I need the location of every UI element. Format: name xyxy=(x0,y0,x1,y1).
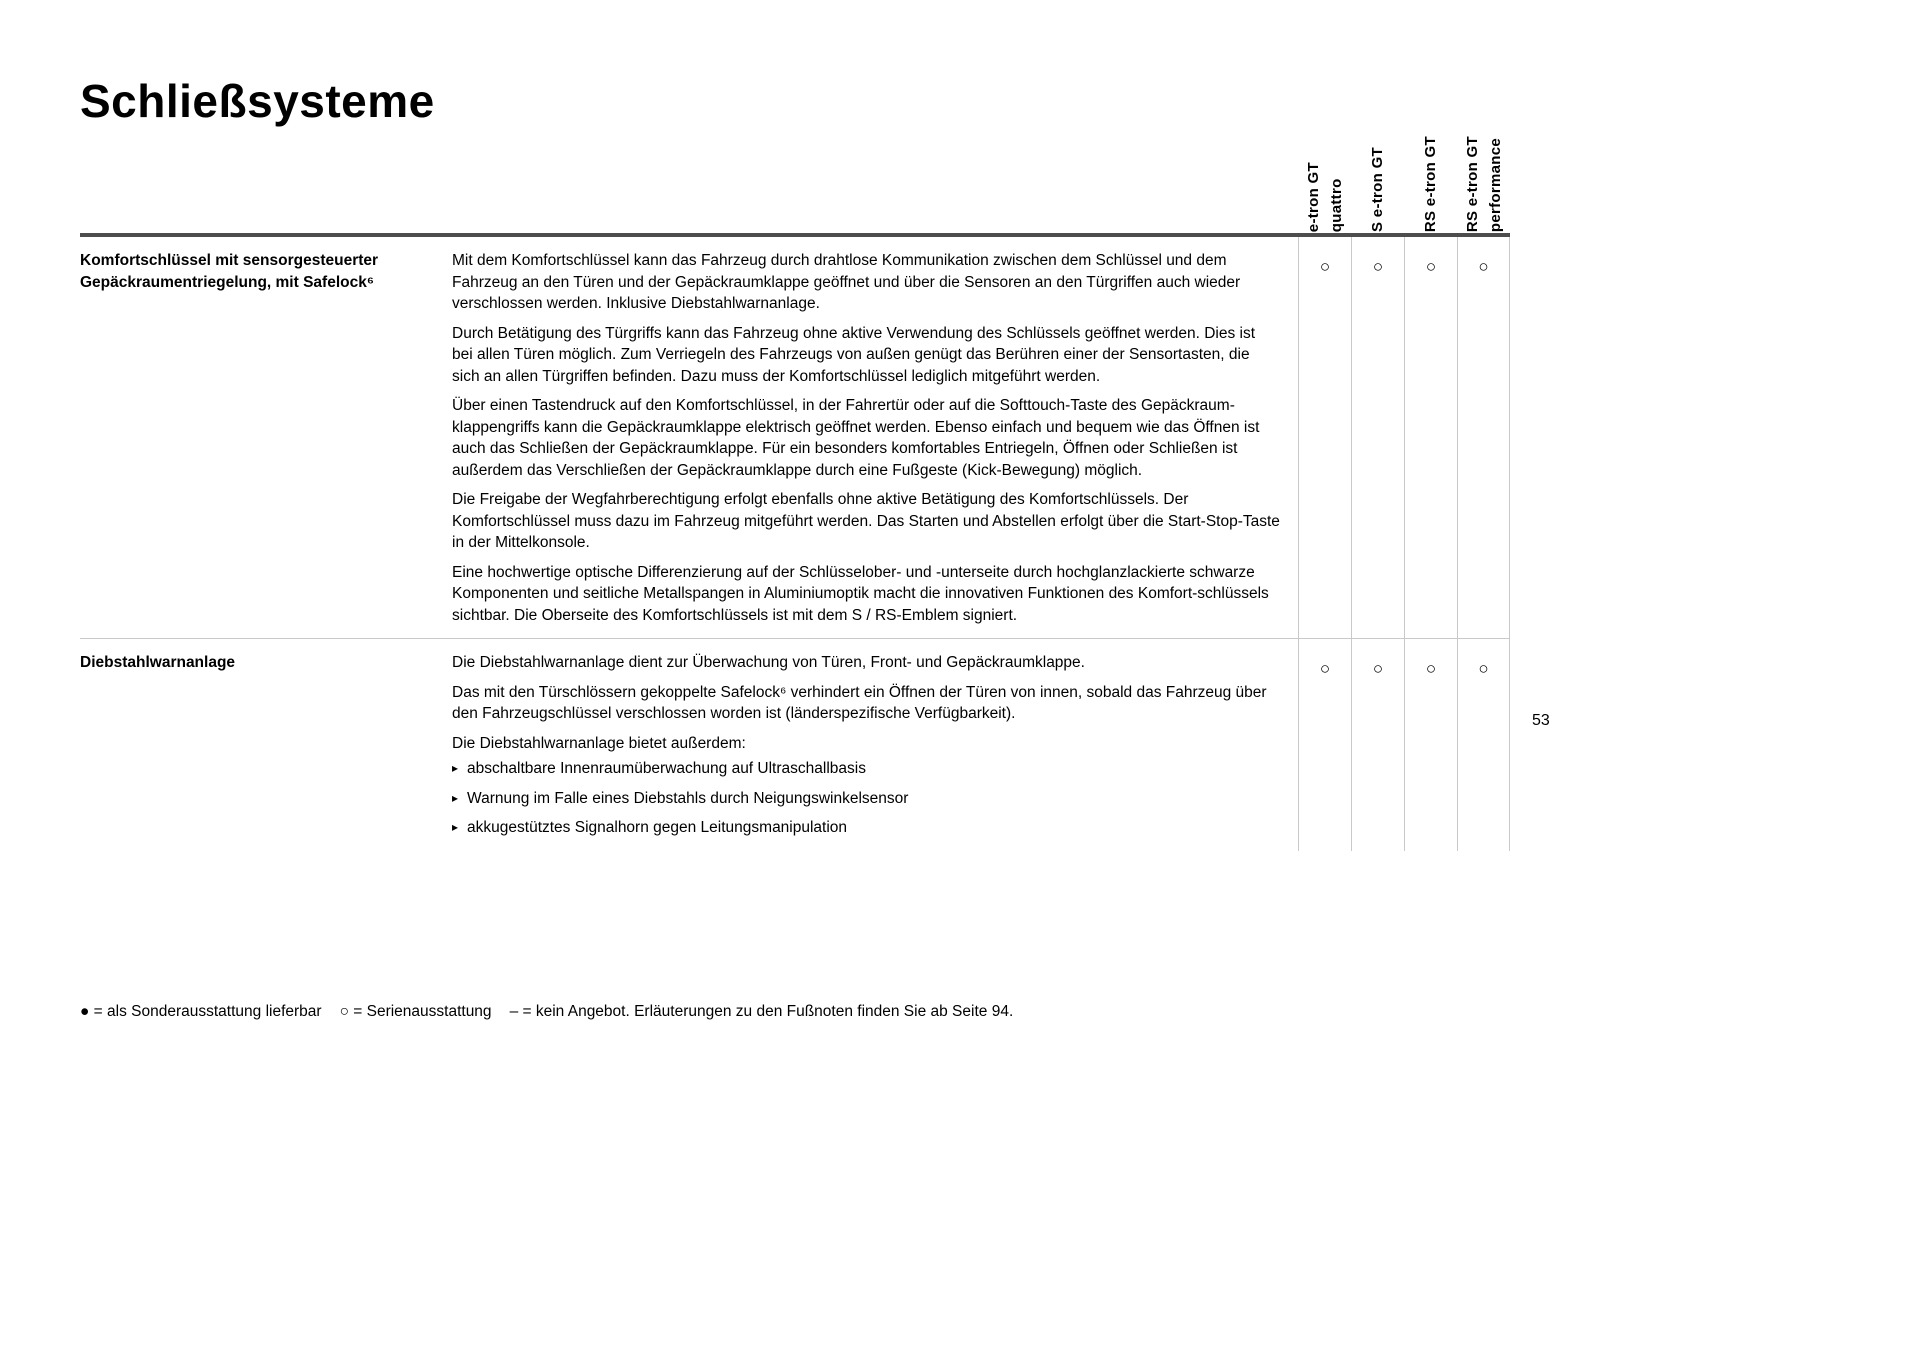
circle-open-icon: ○ xyxy=(1319,659,1331,678)
column-header-line: quattro xyxy=(1327,178,1345,232)
availability-mark xyxy=(1351,237,1404,638)
triangle-bullet-icon: ▸ xyxy=(452,820,459,834)
availability-mark xyxy=(1351,638,1404,851)
description-paragraph: Durch Betätigung des Türgriffs kann das Fahrzeug ohne aktive Verwendung des Schlüssels geöffnet werden. Dies ist bei allen Türen möglich. Zum Verriegeln des Fahrzeugs von außen genügt das Berühren einer der Sensortasten, die sich an allen Türgriffen befinden. Dazu muss der Komfortschlüssel lediglich mitgeführt werden. xyxy=(452,324,1256,385)
availability-mark xyxy=(1457,638,1510,851)
bullet-item xyxy=(452,788,1280,810)
model-column-headers xyxy=(1298,56,1510,232)
feature-name-text: Komfortschlüssel mit sensorgesteuerter Gepäckraumentriegelung, mit Safelock⁶ xyxy=(80,252,379,291)
circle-open-icon: ○ xyxy=(1319,257,1331,276)
description-paragraph: Die Freigabe der Wegfahrberechtigung erfolgt ebenfalls ohne aktive Betätigung des Komfortschlüssels. Der Komfortschlüssel muss dazu im Fahrzeug mitgeführt werden. Das Starten und Abstellen erfolgt über die Start-Stop-Taste in der Mittelkonsole. xyxy=(452,491,1280,551)
bullet-item xyxy=(452,758,1280,780)
circle-open-icon: ○ xyxy=(1372,257,1384,276)
feature-table xyxy=(80,237,1510,851)
column-header-line: e-tron GT xyxy=(1304,161,1322,232)
description-paragraph: Mit dem Komfortschlüssel kann das Fahrzeug durch drahtlose Kommunikation zwischen dem Schlüssel und dem Fahrzeug an den Türen und der Gepäckraumklappe geöffnet und über die Sensoren an den Türgriffen auch wieder verschlossen werden. Inklusive Diebstahlwarnanlage. xyxy=(452,252,1241,312)
column-header-s-e-tron-gt xyxy=(1351,56,1404,232)
availability-mark xyxy=(1298,638,1351,851)
feature-name xyxy=(80,638,452,851)
availability-mark xyxy=(1404,638,1457,851)
description-paragraph: Eine hochwertige optische Differenzierung auf der Schlüsselober- und -unterseite durch hochglanzlackierte schwarze Komponenten und seitliche Metallspangen in Aluminiumoptik macht die innovativen Funktionen des Komfort-schlüssels sichtbar. Die Oberseite des Komfortschlüssels ist mit dem S / RS-Emblem signiert. xyxy=(452,563,1269,624)
legend-item-serienausstattung: ○ = Serienausstattung xyxy=(339,1003,492,1020)
circle-open-icon: ○ xyxy=(1425,257,1437,276)
legend xyxy=(80,1003,1013,1021)
circle-open-icon: ○ xyxy=(1478,659,1489,678)
availability-mark xyxy=(1298,237,1351,638)
column-header-line: S e-tron GT xyxy=(1369,147,1386,232)
bullet-text: abschaltbare Innenraumüberwachung auf Ultraschallbasis xyxy=(467,760,866,777)
column-header-line: performance xyxy=(1486,137,1504,232)
column-header-line: RS e-tron GT xyxy=(1422,135,1439,232)
circle-open-icon: ○ xyxy=(1372,659,1384,678)
feature-description xyxy=(452,237,1298,638)
description-paragraph: Die Diebstahlwarnanlage dient zur Überwachung von Türen, Front- und Gepäckraumklappe. xyxy=(452,654,1085,671)
column-header-rs-e-tron-gt-performance xyxy=(1457,56,1510,232)
description-paragraph: Die Diebstahlwarnanlage bietet außerdem: xyxy=(452,734,746,752)
column-header-rs-e-tron-gt xyxy=(1404,56,1457,232)
bullet-text: akkugestütztes Signalhorn gegen Leitungsmanipulation xyxy=(467,819,848,836)
description-paragraph: Über einen Tastendruck auf den Komfortschlüssel, in der Fahrertür oder auf die Softtouch-Taste des Gepäckraum-klappengriffs kann die Gepäckraumklappe elektrisch geöffnet werden. Ebenso einfach und bequem wie das Öffnen ist auch das Schließen der Gepäckraumklappe. Für ein besonders komfortables Entriegeln, Öffnen oder Schließen ist außerdem das Verschließen der Gepäckraumklappe durch eine Fußgeste (Kick-Bewegung) möglich. xyxy=(452,397,1260,479)
column-header-e-tron-gt-quattro xyxy=(1298,56,1351,232)
page-number: 53 xyxy=(1532,712,1550,729)
availability-mark xyxy=(1404,237,1457,638)
page-title: Schließsysteme xyxy=(80,75,435,127)
bullet-item xyxy=(452,817,1280,839)
legend-item-sonderausstattung: ● = als Sonderausstattung lieferbar xyxy=(80,1003,322,1020)
circle-open-icon: ○ xyxy=(1478,257,1489,276)
availability-mark xyxy=(1457,237,1510,638)
circle-open-icon: ○ xyxy=(1425,659,1437,678)
bullet-text: Warnung im Falle eines Diebstahls durch Neigungswinkelsensor xyxy=(467,789,909,807)
feature-description xyxy=(452,638,1298,851)
legend-item-kein-angebot: – = kein Angebot. Erläuterungen zu den Fußnoten finden Sie ab Seite 94. xyxy=(509,1003,1014,1020)
triangle-bullet-icon: ▸ xyxy=(452,761,459,775)
feature-name xyxy=(80,237,452,638)
description-paragraph: Das mit den Türschlössern gekoppelte Safelock⁶ verhindert ein Öffnen der Türen von innen, sobald das Fahrzeug über den Fahrzeugschlüssel verschlossen worden ist (länderspezifische Verfügbarkeit). xyxy=(452,683,1267,722)
feature-name-text: Diebstahlwarnanlage xyxy=(80,654,236,671)
triangle-bullet-icon: ▸ xyxy=(452,790,459,805)
column-header-line: RS e-tron GT xyxy=(1463,135,1481,232)
